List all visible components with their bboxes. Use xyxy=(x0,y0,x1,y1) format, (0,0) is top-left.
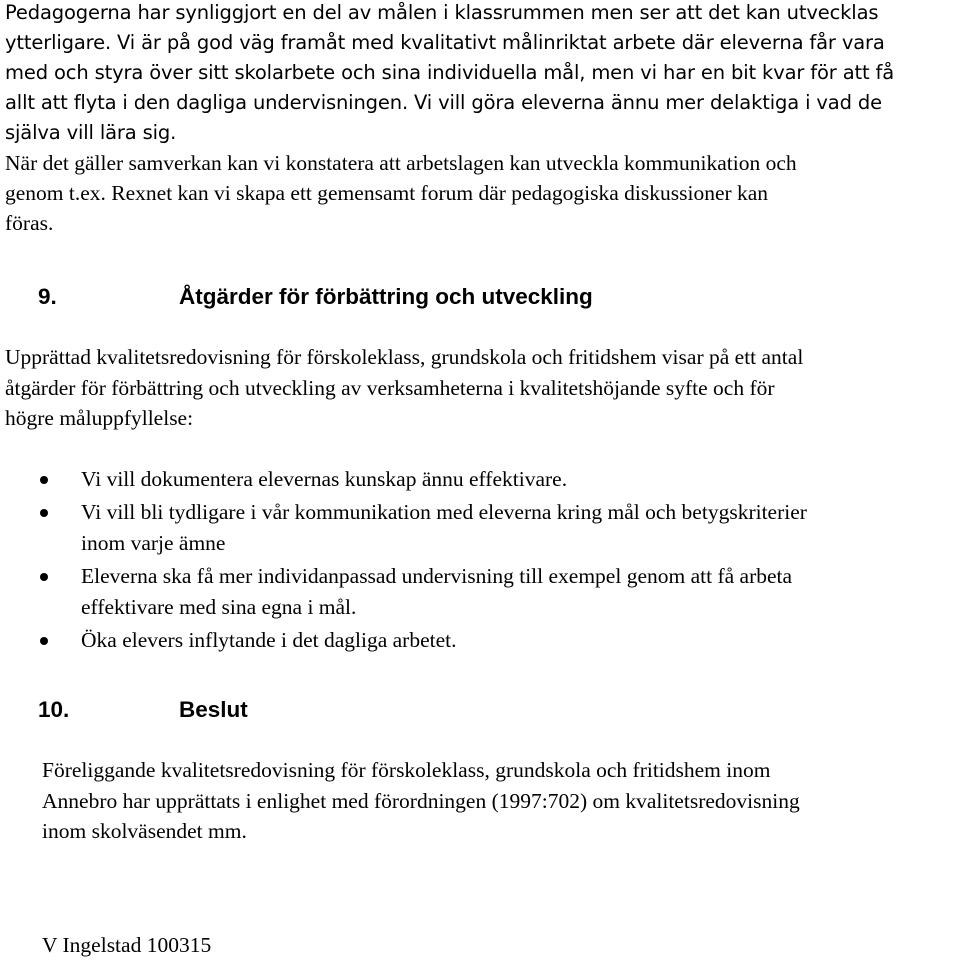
intro-line: med och styra över sitt skolarbete och sina individuella mål, men vi har en bit kvar för att få xyxy=(5,61,895,84)
paragraph-line: åtgärder för förbättring och utveckling av verksamheterna i kvalitetshöjande syfte och för xyxy=(5,375,775,400)
paragraph-line: Upprättad kvalitetsredovisning för förskoleklass, grundskola och fritidshem visar på ett antal xyxy=(5,345,804,369)
section-10-number: 10. xyxy=(38,697,70,722)
bullet-icon xyxy=(40,476,48,484)
intro-line: Pedagogerna har synliggjort en del av målen i klassrummen men ser att det kan utvecklas xyxy=(5,1,879,24)
list-item-line: Eleverna ska få mer individanpassad undervisning till exempel genom att få arbeta xyxy=(81,564,793,588)
paragraph-line: inom skolväsendet mm. xyxy=(42,819,247,843)
section-10-paragraph xyxy=(42,755,957,847)
list-item xyxy=(0,464,960,495)
intro-paragraph xyxy=(5,0,955,238)
signature: V Ingelstad 100315 xyxy=(42,933,212,957)
intro-line: själva vill lära sig. xyxy=(5,121,177,144)
bullet-icon xyxy=(40,573,48,581)
intro-line: ytterligare. Vi är på god väg framåt med kvalitativt målinriktat arbete där eleverna får vara xyxy=(5,31,885,54)
section-9-title: Åtgärder för förbättring och utveckling xyxy=(179,284,593,309)
list-item xyxy=(0,561,960,623)
list-item-line: Vi vill dokumentera elevernas kunskap ännu effektivare. xyxy=(81,467,568,491)
bullet-icon xyxy=(40,637,48,645)
action-list xyxy=(0,464,960,658)
intro-line: föras. xyxy=(5,211,54,235)
paragraph-line: Annebro har upprättats i enlighet med förordningen (1997:702) om kvalitetsredovisning xyxy=(42,788,800,813)
list-item xyxy=(0,625,960,656)
list-item xyxy=(0,497,960,559)
bullet-icon xyxy=(40,509,48,517)
section-9-heading xyxy=(38,284,593,310)
section-10-title: Beslut xyxy=(179,697,248,722)
intro-line: När det gäller samverkan kan vi konstatera att arbetslagen kan utveckla kommunikation och xyxy=(5,151,797,175)
list-item-line: Öka elevers inflytande i det dagliga arbetet. xyxy=(81,628,457,652)
intro-line: allt att flyta i den dagliga undervisningen. Vi vill göra eleverna ännu mer delaktiga i vad de xyxy=(5,91,882,114)
list-item-line: effektivare med sina egna i mål. xyxy=(81,595,357,619)
section-9-number: 9. xyxy=(38,284,57,309)
section-9-paragraph xyxy=(5,342,960,434)
paragraph-line: högre måluppfyllelse: xyxy=(5,406,194,430)
section-10-heading xyxy=(38,697,248,723)
list-item-line: inom varje ämne xyxy=(81,531,226,555)
intro-line: genom t.ex. Rexnet kan vi skapa ett gemensamt forum där pedagogiska diskussioner kan xyxy=(5,181,769,205)
paragraph-line: Föreliggande kvalitetsredovisning för förskoleklass, grundskola och fritidshem inom xyxy=(42,758,771,782)
list-item-line: Vi vill bli tydligare i vår kommunikation med eleverna kring mål och betygskriterier xyxy=(81,500,807,524)
